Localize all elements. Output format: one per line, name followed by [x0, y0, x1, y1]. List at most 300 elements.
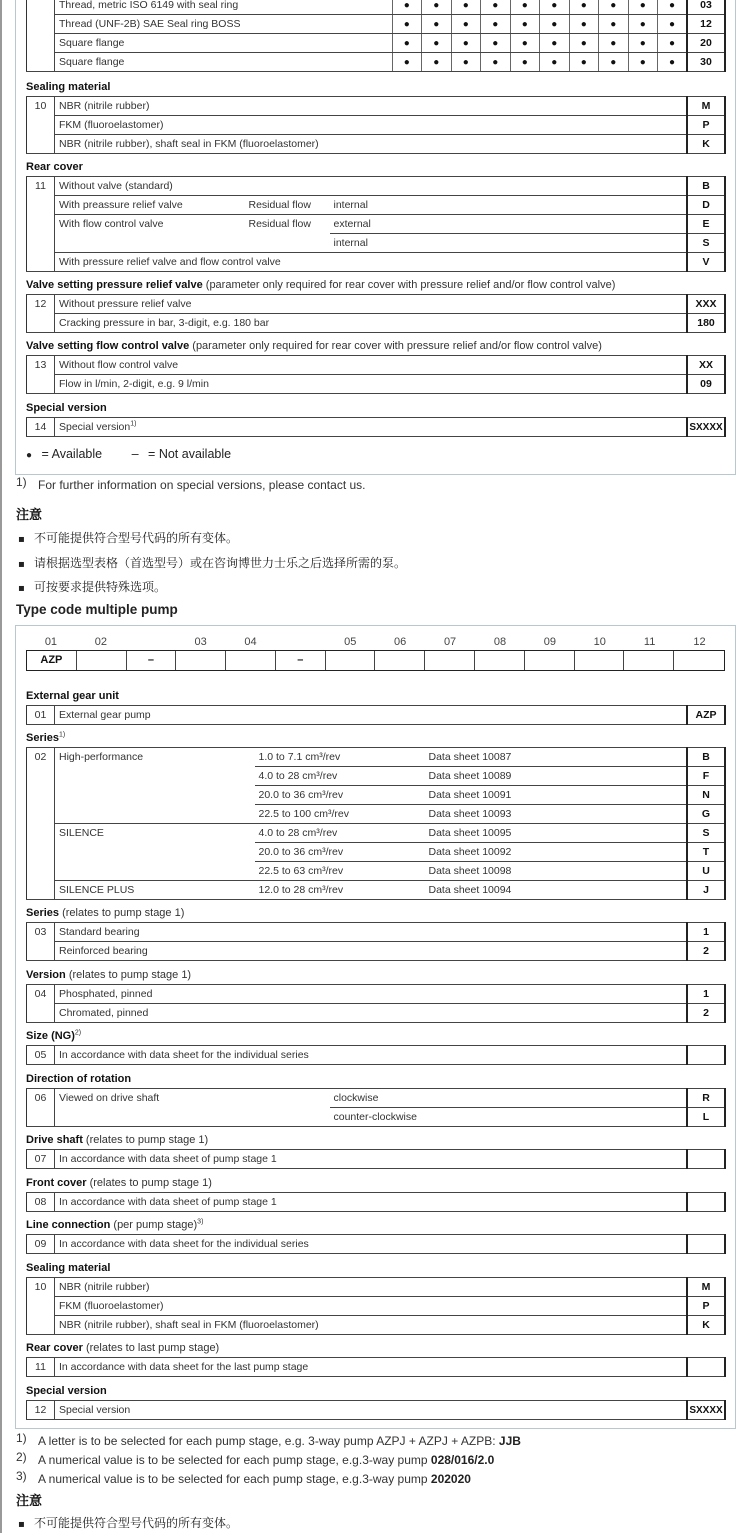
- line-connection-multi-section: [26, 1217, 726, 1254]
- position-number: 02: [27, 748, 55, 900]
- availability-mark: ●: [658, 15, 688, 34]
- footnote-text: A numerical value is to be selected for each pump stage, e.g.3-way pump: [38, 1453, 431, 1467]
- bearing-series-section: [26, 905, 726, 961]
- option-label-empty: [55, 234, 245, 253]
- special-version-section: [26, 400, 726, 437]
- flow-control-setting-section: [26, 338, 726, 394]
- type-code-box[interactable]: –: [276, 651, 326, 670]
- position-number: 08: [27, 1193, 55, 1212]
- type-code-box[interactable]: AZP: [27, 651, 77, 670]
- pressure-relief-setting-section: [26, 277, 726, 333]
- position-number: 12: [27, 1401, 55, 1420]
- note-text: 不可能提供符合型号代码的所有变体。: [34, 531, 239, 545]
- table-row: [27, 923, 726, 942]
- section-title: [26, 730, 726, 747]
- option-code[interactable]: E: [687, 215, 725, 234]
- data-sheet-ref[interactable]: Data sheet 10093: [425, 805, 688, 824]
- type-code-position-label: 12: [693, 636, 706, 648]
- type-code-position-label: 01: [44, 636, 58, 648]
- option-label: In accordance with data sheet for the last pump stage: [55, 1358, 688, 1377]
- availability-mark: ●: [392, 53, 422, 72]
- option-code-input[interactable]: [687, 1358, 725, 1377]
- table-row: [27, 215, 726, 234]
- table-row: [27, 135, 726, 154]
- option-label: NBR (nitrile rubber): [55, 1278, 688, 1297]
- section-title: [26, 1340, 726, 1357]
- section-title: Special version: [26, 402, 107, 414]
- table-row: [27, 356, 726, 375]
- section-title: [26, 1175, 726, 1192]
- footnote-mark: 3): [16, 1469, 27, 1483]
- section-title-note: (relates to pump stage 1): [85, 1134, 209, 1146]
- option-mid-empty: [245, 234, 330, 253]
- section-title-bold: Valve setting flow control valve: [26, 340, 190, 352]
- type-code-position-label: 02: [94, 636, 107, 648]
- displacement-range: 20.0 to 36 cm³/rev: [255, 843, 425, 862]
- availability-mark: ●: [569, 53, 599, 72]
- table-row: [27, 706, 726, 725]
- table-row: [27, 0, 726, 15]
- section-title-bold: Rear cover: [26, 1342, 83, 1354]
- option-code[interactable]: B: [687, 177, 725, 196]
- table-row: [27, 234, 726, 253]
- option-label: Thread (UNF-2B) SAE Seal ring BOSS: [55, 15, 393, 34]
- availability-mark: ●: [481, 15, 511, 34]
- section-title-note: (relates to pump stage 1): [89, 1177, 212, 1189]
- type-code-box[interactable]: [375, 651, 425, 670]
- option-code[interactable]: 03: [687, 0, 725, 15]
- option-code[interactable]: K: [687, 135, 725, 154]
- bullet-icon: ▪: [18, 559, 25, 570]
- option-label: Viewed on drive shaft: [55, 1089, 330, 1127]
- notes-title: 注意: [16, 1494, 43, 1509]
- option-code[interactable]: 2: [687, 942, 725, 961]
- type-code-position-label: 09: [543, 636, 556, 648]
- displacement-range: 4.0 to 28 cm³/rev: [255, 767, 425, 786]
- option-code[interactable]: AZP: [687, 706, 725, 725]
- footnote-text: A numerical value is to be selected for each pump stage, e.g.3-way pump: [38, 1472, 431, 1486]
- section-title-bold: Series: [26, 732, 60, 744]
- section-title-note: (parameter only required for rear cover with pressure relief and/or flow control valve): [192, 340, 602, 352]
- availability-mark: ●: [599, 34, 629, 53]
- type-code-strip: [26, 636, 725, 671]
- section-title-bold: Series: [26, 907, 60, 919]
- availability-mark: ●: [540, 0, 570, 15]
- option-code[interactable]: M: [687, 1278, 725, 1297]
- sealing-material-multi-section: [26, 1260, 726, 1335]
- table-row: [27, 1193, 726, 1212]
- table-row: [27, 942, 726, 961]
- option-label: Special version: [55, 1401, 688, 1420]
- availability-mark: ●: [451, 15, 481, 34]
- rear-cover-table: [26, 176, 726, 272]
- version-section: [26, 967, 726, 1023]
- special-version-table: [26, 417, 726, 437]
- footnote-mark: 2): [16, 1450, 27, 1464]
- sealing-material-multi-table: [26, 1277, 726, 1335]
- type-code-position-label: [275, 636, 325, 650]
- availability-mark: ●: [510, 15, 540, 34]
- table-row: [27, 1278, 726, 1297]
- availability-mark: ●: [481, 34, 511, 53]
- option-code[interactable]: 12: [687, 15, 725, 34]
- rear-cover-multi-section: [26, 1340, 726, 1377]
- type-code-boxes: [26, 650, 725, 671]
- section-title-note: (relates to pump stage 1): [68, 969, 192, 981]
- availability-mark: ●: [540, 34, 570, 53]
- footnote: [16, 1450, 495, 1467]
- option-code[interactable]: 20: [687, 34, 725, 53]
- option-code[interactable]: V: [687, 253, 725, 272]
- available-symbol: ●: [26, 450, 33, 461]
- option-label: In accordance with data sheet of pump stage 1: [55, 1150, 688, 1169]
- table-row: [27, 1358, 726, 1377]
- option-code[interactable]: B: [687, 748, 725, 767]
- position-number: 06: [27, 1089, 55, 1127]
- available-label: = Available: [41, 447, 103, 461]
- footnote: [16, 1431, 521, 1448]
- availability-mark: ●: [510, 0, 540, 15]
- table-row: [27, 1004, 726, 1023]
- position-number: 13: [27, 356, 55, 394]
- type-code-box[interactable]: [326, 651, 376, 670]
- availability-mark: ●: [392, 34, 422, 53]
- section-title-note: (parameter only required for rear cover with pressure relief and/or flow control valve): [205, 279, 616, 291]
- section-title-note: (per pump stage): [113, 1219, 198, 1231]
- option-code[interactable]: 30: [687, 53, 725, 72]
- footnote-mark: 1): [16, 1431, 27, 1445]
- rotation-table: [26, 1088, 726, 1127]
- type-code-position-label: 04: [244, 636, 257, 648]
- special-version-multi-table: [26, 1400, 726, 1420]
- data-sheet-ref[interactable]: Data sheet 10089: [425, 767, 688, 786]
- type-code-box[interactable]: [425, 651, 475, 670]
- size-table: [26, 1045, 726, 1065]
- page-edge-rule: [0, 0, 2, 1533]
- position-number-empty: [27, 34, 55, 53]
- option-code[interactable]: SXXXX: [687, 418, 725, 437]
- option-label: Reinforced bearing: [55, 942, 688, 961]
- option-label: Cracking pressure in bar, 3-digit, e.g. 180 bar: [55, 314, 688, 333]
- note-item: [18, 578, 166, 595]
- table-row: [27, 116, 726, 135]
- displacement-range: 20.0 to 36 cm³/rev: [255, 786, 425, 805]
- series-group-label: High-performance: [55, 748, 255, 824]
- availability-mark: ●: [451, 34, 481, 53]
- type-code-position-label: 10: [593, 636, 606, 648]
- option-code[interactable]: S: [687, 824, 725, 843]
- section-title: [26, 905, 726, 922]
- availability-mark: ●: [658, 0, 688, 15]
- type-code-box[interactable]: [525, 651, 575, 670]
- option-code[interactable]: 1: [687, 923, 725, 942]
- availability-mark: ●: [599, 0, 629, 15]
- footnote-ref: 2): [74, 1029, 82, 1037]
- option-sub-label: clockwise: [330, 1089, 688, 1108]
- table-row: [27, 748, 726, 767]
- drive-shaft-table: [26, 1149, 726, 1169]
- line-connection-multi-table: [26, 1234, 726, 1254]
- section-title: Rear cover: [26, 161, 83, 173]
- availability-mark: ●: [599, 53, 629, 72]
- option-code[interactable]: T: [687, 843, 725, 862]
- displacement-range: 22.5 to 63 cm³/rev: [255, 862, 425, 881]
- type-code-box[interactable]: [475, 651, 525, 670]
- type-code-box[interactable]: [77, 651, 127, 670]
- option-code[interactable]: N: [687, 786, 725, 805]
- table-row: [27, 1089, 726, 1108]
- data-sheet-ref[interactable]: Data sheet 10098: [425, 862, 688, 881]
- table-row: [27, 418, 726, 437]
- table-row: [27, 985, 726, 1004]
- option-code[interactable]: XXX: [687, 295, 725, 314]
- type-code-position-label: 08: [493, 636, 507, 648]
- option-code[interactable]: J: [687, 881, 725, 900]
- option-code[interactable]: P: [687, 116, 725, 135]
- option-code-input[interactable]: [687, 1193, 725, 1212]
- table-row: [27, 1235, 726, 1254]
- table-row: [27, 1297, 726, 1316]
- series-table: [26, 747, 726, 900]
- footnote-ref: 3): [197, 1218, 204, 1226]
- availability-mark: ●: [569, 0, 599, 15]
- section-title-bold: Size (NG): [26, 1030, 75, 1042]
- position-number-empty: [27, 15, 55, 34]
- data-sheet-ref[interactable]: Data sheet 10092: [425, 843, 688, 862]
- option-sub-label: counter-clockwise: [330, 1108, 688, 1127]
- availability-mark: ●: [658, 53, 688, 72]
- footnote-example: JJB: [498, 1434, 521, 1448]
- availability-legend: [26, 447, 237, 461]
- footnote-mark: 1): [16, 475, 27, 489]
- option-code[interactable]: S: [687, 234, 725, 253]
- note-text: 不可能提供符合型号代码的所有变体。: [34, 1516, 239, 1530]
- position-number: 05: [27, 1046, 55, 1065]
- notes-title: 注意: [16, 508, 43, 523]
- data-sheet-ref[interactable]: Data sheet 10095: [425, 824, 688, 843]
- option-code[interactable]: P: [687, 1297, 725, 1316]
- position-number: 14: [27, 418, 55, 437]
- series-section: [26, 730, 726, 900]
- table-row: [27, 34, 726, 53]
- availability-mark: ●: [658, 34, 688, 53]
- note-item: [18, 1514, 238, 1531]
- note-item: [18, 554, 406, 571]
- option-code[interactable]: SXXXX: [687, 1401, 725, 1420]
- section-title: [26, 1132, 726, 1149]
- option-code[interactable]: 2: [687, 1004, 725, 1023]
- type-code-box[interactable]: [575, 651, 625, 670]
- section-title-bold: Version: [26, 969, 66, 981]
- line-connection-section: [26, 0, 726, 72]
- option-label: Without flow control valve: [55, 356, 688, 375]
- note-text: 可按要求提供特殊选项。: [34, 580, 167, 594]
- data-sheet-ref[interactable]: Data sheet 10094: [425, 881, 688, 900]
- table-row: [27, 881, 726, 900]
- type-code-position-label: 05: [344, 636, 357, 648]
- table-row: [27, 314, 726, 333]
- type-code-box[interactable]: [226, 651, 276, 670]
- rear-cover-section: [26, 159, 726, 272]
- position-number: 09: [27, 1235, 55, 1254]
- option-label: Square flange: [55, 53, 393, 72]
- type-code-position-label: 03: [194, 636, 207, 648]
- section-title-bold: Front cover: [26, 1177, 87, 1189]
- option-label: In accordance with data sheet for the individual series: [55, 1235, 688, 1254]
- section-title: [26, 1028, 726, 1045]
- table-row: [27, 375, 726, 394]
- option-label: [55, 418, 688, 437]
- option-label: With preassure relief valve: [55, 196, 245, 215]
- position-number: 04: [27, 985, 55, 1023]
- option-label: Flow in l/min, 2-digit, e.g. 9 l/min: [55, 375, 688, 394]
- option-code[interactable]: U: [687, 862, 725, 881]
- table-row: [27, 253, 726, 272]
- table-row: [27, 1150, 726, 1169]
- availability-mark: ●: [422, 0, 452, 15]
- section-title: [26, 967, 726, 984]
- section-title: Sealing material: [26, 1262, 111, 1274]
- position-number: 12: [27, 295, 55, 333]
- availability-mark: ●: [569, 15, 599, 34]
- displacement-range: 22.5 to 100 cm³/rev: [255, 805, 425, 824]
- footnote-example: 202020: [430, 1472, 471, 1486]
- note-text: 请根据选型表格（首选型号）或在咨询博世力士乐之后选择所需的泵。: [34, 556, 407, 570]
- option-code[interactable]: K: [687, 1316, 725, 1335]
- type-code-position-labels: [26, 636, 725, 650]
- availability-mark: ●: [510, 34, 540, 53]
- series-group-label: SILENCE PLUS: [55, 881, 255, 900]
- displacement-range: 1.0 to 7.1 cm³/rev: [255, 748, 425, 767]
- section-title-note: (relates to last pump stage): [85, 1342, 220, 1354]
- availability-mark: ●: [628, 34, 658, 53]
- section-title-note: (relates to pump stage 1): [62, 907, 185, 919]
- section-title-bold: Line connection: [26, 1219, 111, 1231]
- option-label: FKM (fluoroelastomer): [55, 116, 688, 135]
- option-label: FKM (fluoroelastomer): [55, 1297, 688, 1316]
- multi-pump-heading: Type code multiple pump: [16, 602, 178, 617]
- section-title-bold: Valve setting pressure relief valve: [26, 279, 203, 291]
- position-number: 11: [27, 1358, 55, 1377]
- option-label-text: Special version: [59, 421, 131, 433]
- section-title: External gear unit: [26, 690, 119, 702]
- bearing-series-table: [26, 922, 726, 961]
- type-code-box[interactable]: –: [127, 651, 177, 670]
- bullet-icon: ▪: [18, 534, 25, 545]
- option-label: External gear pump: [55, 706, 688, 725]
- option-code[interactable]: D: [687, 196, 725, 215]
- option-label: Without pressure relief valve: [55, 295, 688, 314]
- availability-mark: ●: [451, 53, 481, 72]
- footnote-example: 028/016/2.0: [430, 1453, 495, 1467]
- availability-mark: ●: [510, 53, 540, 72]
- option-code[interactable]: 1: [687, 985, 725, 1004]
- sealing-material-table: [26, 96, 726, 154]
- option-sub-label: external: [330, 215, 688, 234]
- position-number-empty: [27, 0, 55, 15]
- availability-mark: ●: [481, 0, 511, 15]
- option-label: Phosphated, pinned: [55, 985, 688, 1004]
- drive-shaft-section: [26, 1132, 726, 1169]
- rotation-section: [26, 1071, 726, 1127]
- section-title: [26, 338, 726, 355]
- displacement-range: 4.0 to 28 cm³/rev: [255, 824, 425, 843]
- type-code-position-label: 11: [643, 636, 656, 648]
- series-group-label: SILENCE: [55, 824, 255, 881]
- table-row: [27, 295, 726, 314]
- size-section: [26, 1028, 726, 1065]
- type-code-box[interactable]: [674, 651, 724, 670]
- option-mid-label: Residual flow: [245, 196, 330, 215]
- rear-cover-multi-table: [26, 1357, 726, 1377]
- section-title: [26, 1217, 726, 1234]
- table-row: [27, 15, 726, 34]
- option-mid-label: Residual flow: [245, 215, 330, 234]
- type-code-box[interactable]: [176, 651, 226, 670]
- option-label: In accordance with data sheet for the individual series: [55, 1046, 688, 1065]
- availability-mark: ●: [628, 15, 658, 34]
- section-title: Special version: [26, 1385, 107, 1397]
- position-number: 11: [27, 177, 55, 272]
- option-code[interactable]: G: [687, 805, 725, 824]
- data-sheet-ref[interactable]: Data sheet 10091: [425, 786, 688, 805]
- table-row: [27, 97, 726, 116]
- position-number: 03: [27, 923, 55, 961]
- availability-mark: ●: [481, 53, 511, 72]
- availability-mark: ●: [540, 15, 570, 34]
- displacement-range: 12.0 to 28 cm³/rev: [255, 881, 425, 900]
- table-row: [27, 177, 726, 196]
- option-label: Thread, metric ISO 6149 with seal ring: [55, 0, 393, 15]
- option-code[interactable]: F: [687, 767, 725, 786]
- availability-mark: ●: [392, 0, 422, 15]
- footnote-text: A letter is to be selected for each pump stage, e.g. 3-way pump AZPJ + AZPJ + AZPB:: [38, 1434, 499, 1448]
- option-code-input[interactable]: [687, 1046, 725, 1065]
- pressure-relief-setting-table: [26, 294, 726, 333]
- table-row: [27, 1316, 726, 1335]
- footnote: [16, 1469, 471, 1486]
- availability-mark: ●: [422, 53, 452, 72]
- type-code-position-label: [126, 636, 176, 650]
- table-row: [27, 196, 726, 215]
- option-code-input[interactable]: [687, 1150, 725, 1169]
- option-label: NBR (nitrile rubber): [55, 97, 688, 116]
- option-code[interactable]: XX: [687, 356, 725, 375]
- option-code[interactable]: L: [687, 1108, 725, 1127]
- position-number: 01: [27, 706, 55, 725]
- footnote-ref: 1): [130, 420, 137, 428]
- option-label: In accordance with data sheet of pump stage 1: [55, 1193, 688, 1212]
- table-row: [27, 1046, 726, 1065]
- section-title: [26, 277, 726, 294]
- option-code[interactable]: R: [687, 1089, 725, 1108]
- option-sub-label: internal: [330, 234, 688, 253]
- data-sheet-ref[interactable]: Data sheet 10087: [425, 748, 688, 767]
- table-row: [27, 824, 726, 843]
- option-code[interactable]: M: [687, 97, 725, 116]
- option-code[interactable]: 180: [687, 314, 725, 333]
- table-row: [27, 53, 726, 72]
- section-title-bold: Drive shaft: [26, 1134, 83, 1146]
- option-code-input[interactable]: [687, 1235, 725, 1254]
- section-title: Direction of rotation: [26, 1073, 132, 1085]
- option-label: Standard bearing: [55, 923, 688, 942]
- special-version-multi-section: [26, 1383, 726, 1420]
- type-code-box[interactable]: [624, 651, 674, 670]
- table-row: [27, 1401, 726, 1420]
- availability-mark: ●: [540, 53, 570, 72]
- option-code[interactable]: 09: [687, 375, 725, 394]
